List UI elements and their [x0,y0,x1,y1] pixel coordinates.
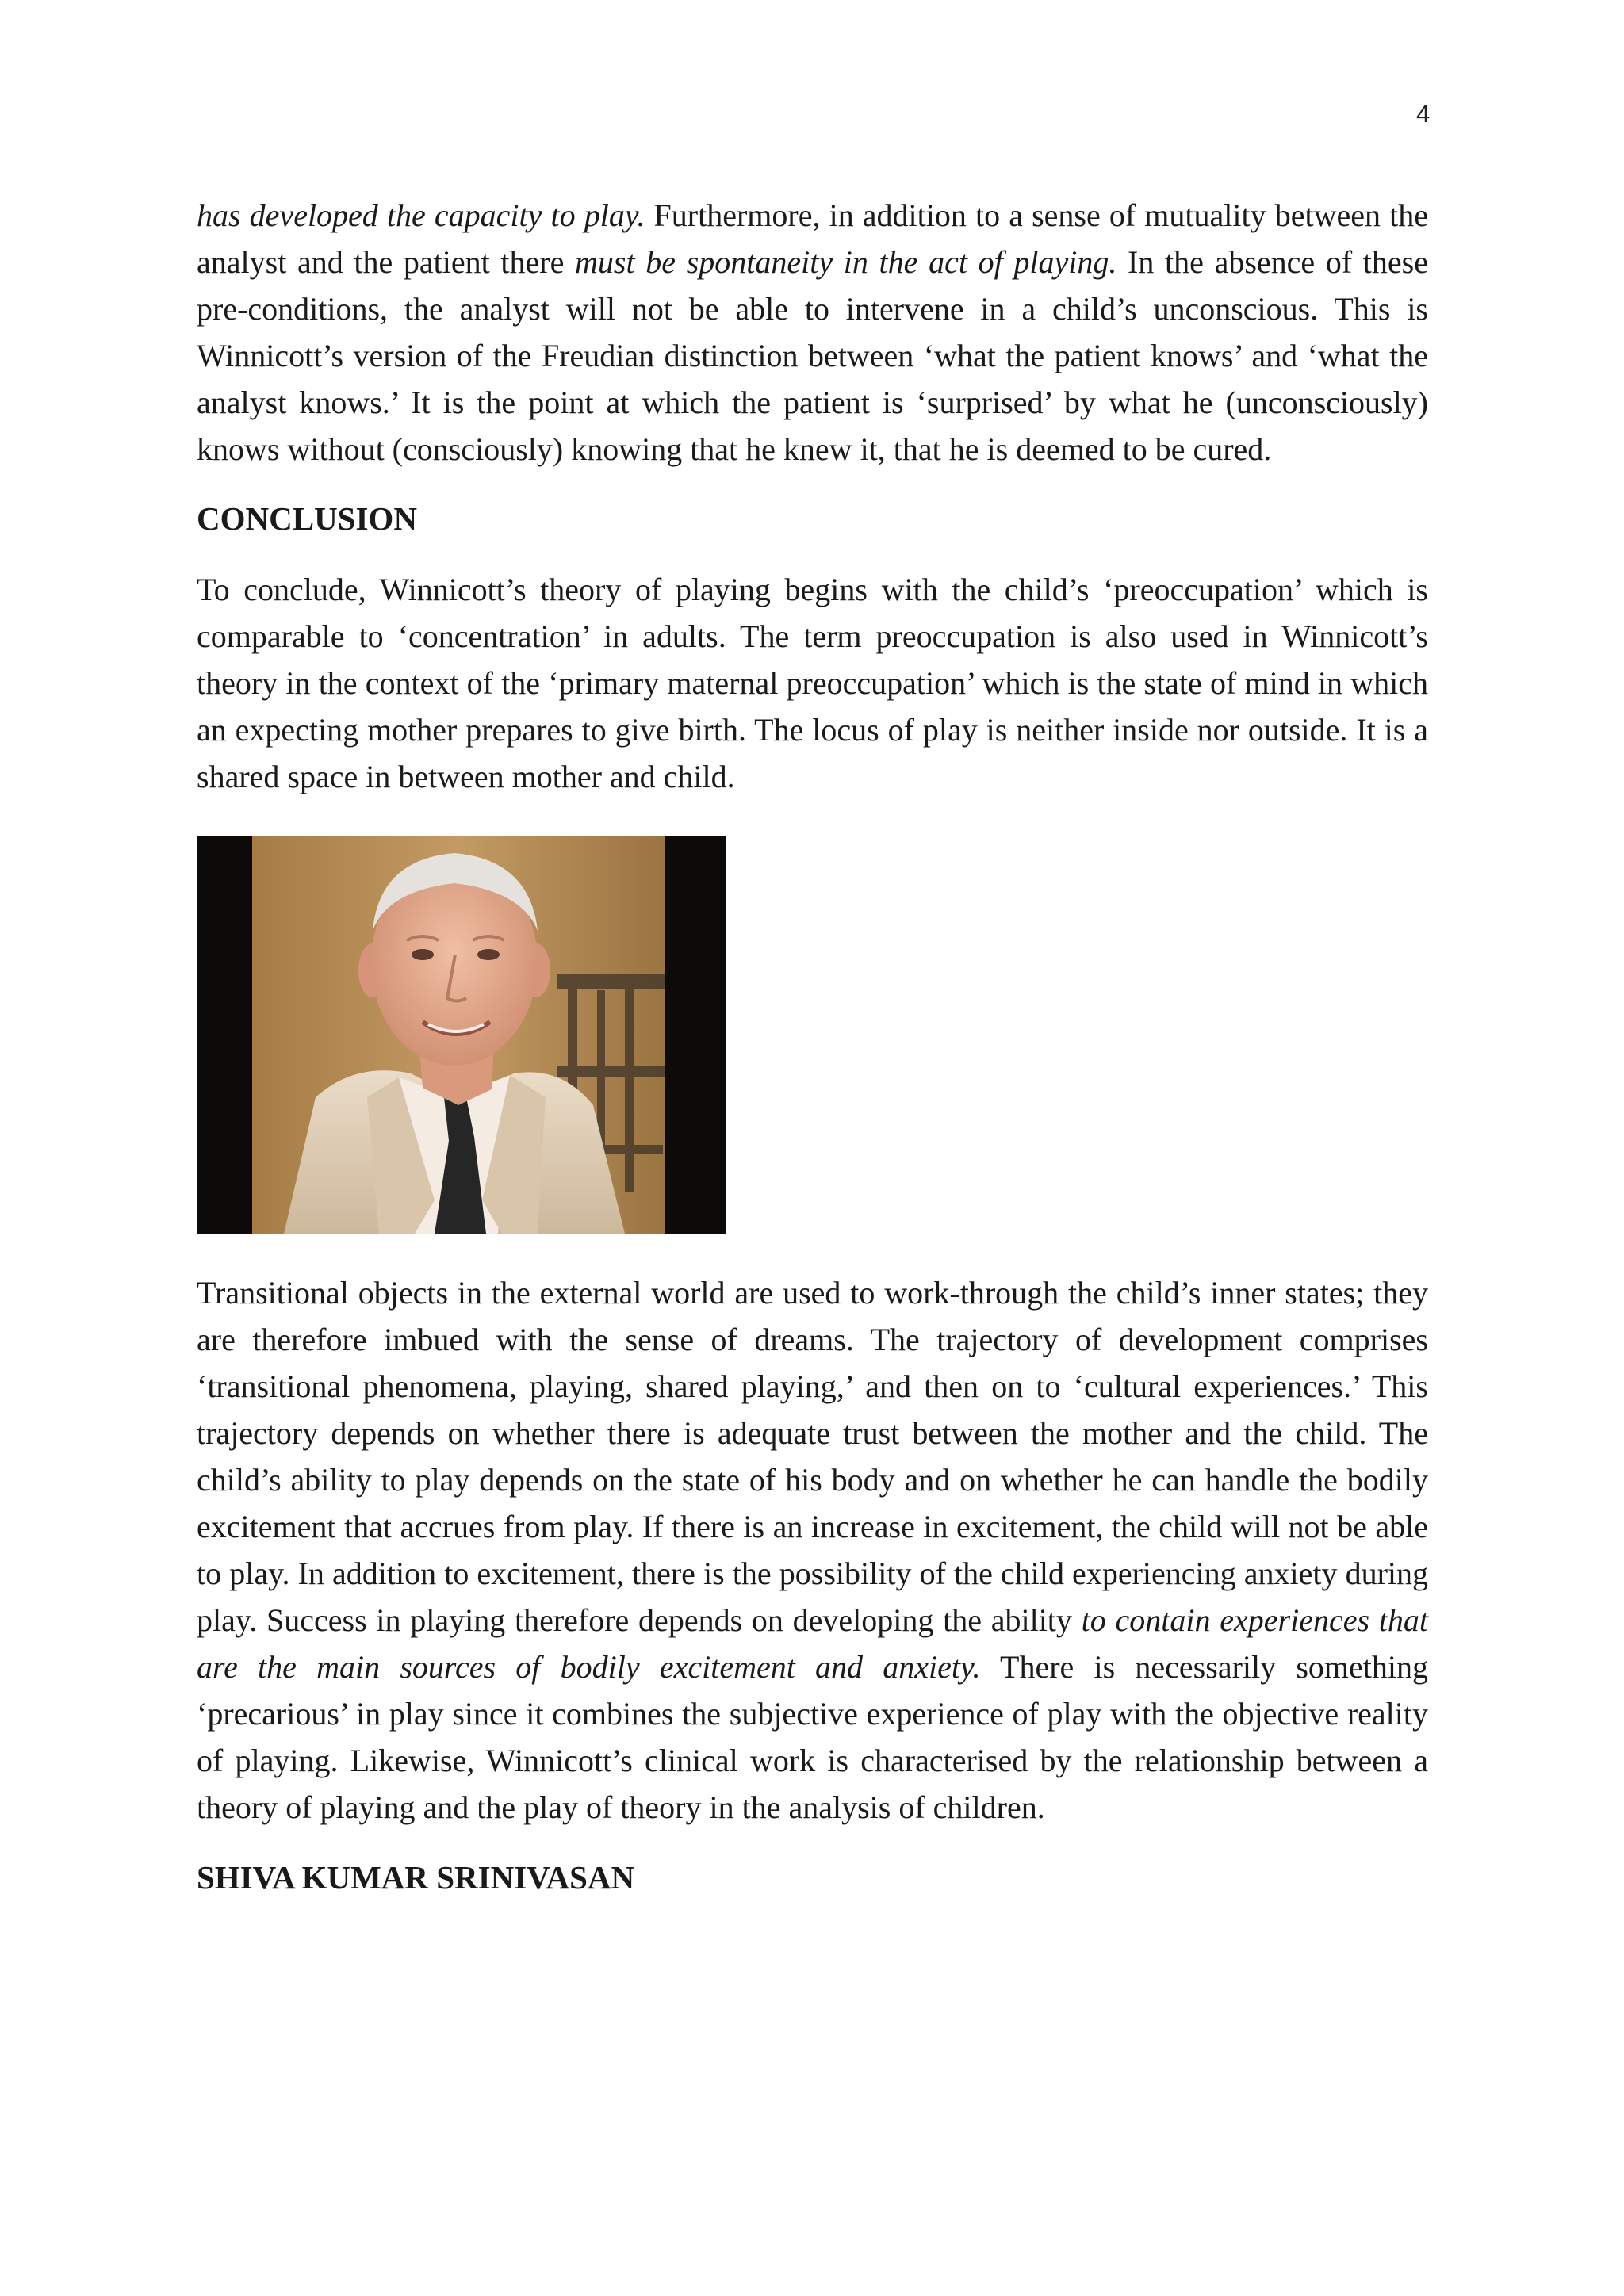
portrait-photo [197,836,726,1234]
paragraph [197,192,1428,473]
emphasis-text: has developed the capacity to play. [197,197,645,233]
paragraph [197,1269,1428,1831]
document-body [197,192,1428,1901]
author-name: SHIVA KUMAR SRINIVASAN [197,1859,635,1896]
paragraph: To conclude, Winnicott’s theory of playing begins with the child’s ‘preoccupation’ which is comparable to ‘concentration’ in adults. The term preoccupation is also used in Winnicott’s theory in the context of the ‘primary maternal preoccupation’ which is the state of mind in which an expecting mother prepares to give birth. The locus of play is neither inside nor outside. It is a shared space in between mother and child. [197,572,1428,794]
paragraph-text: Transitional objects in the external world are used to work-through the child’s inner states; they are therefore imbued with the sense of dreams. The trajectory of development comprises ‘transitional phenomena, playing, shared playing,’ and then on to ‘cultural experiences.’ This trajectory depends on whether there is adequate trust between the mother and the child. The child’s ability to play depends on the state of his body and on whether he can handle the bodily excitement that accrues from play. If there is an increase in excitement, the child will not be able to play. In addition to excitement, there is the possibility of the child experiencing anxiety during play. Success in playing therefore depends on developing the ability [197,1275,1428,1638]
emphasis-text: to contain experiences that are the main sources of bodily excitement and anxiety. [197,1602,1428,1685]
emphasis-text: must be spontaneity in the act of playing. [575,244,1117,280]
paragraph-text: In the absence of these pre-conditions, the analyst will not be able to intervene in a child’s unconscious. This is Winnicott’s version of the Freudian distinction between ‘what the patient knows’ and ‘what the analyst knows.’ It is the point at which the patient is ‘surprised’ by what he (unconsciously) knows without (consciously) knowing that he knew it, that he is deemed to be cured. [197,244,1428,467]
page-number: 4 [1416,100,1431,128]
paragraph-text: Furthermore, in addition to a sense of mutuality between the analyst and the patient there [197,197,1428,280]
paragraph-text: There is necessarily something ‘precarious’ in play since it combines the subjective experience of play with the objective reality of playing. Likewise, Winnicott’s clinical work is characterised by the relationship between a theory of playing and the play of theory in the analysis of children. [197,1649,1428,1825]
portrait-illustration [197,836,726,1234]
section-heading: CONCLUSION [197,500,417,537]
